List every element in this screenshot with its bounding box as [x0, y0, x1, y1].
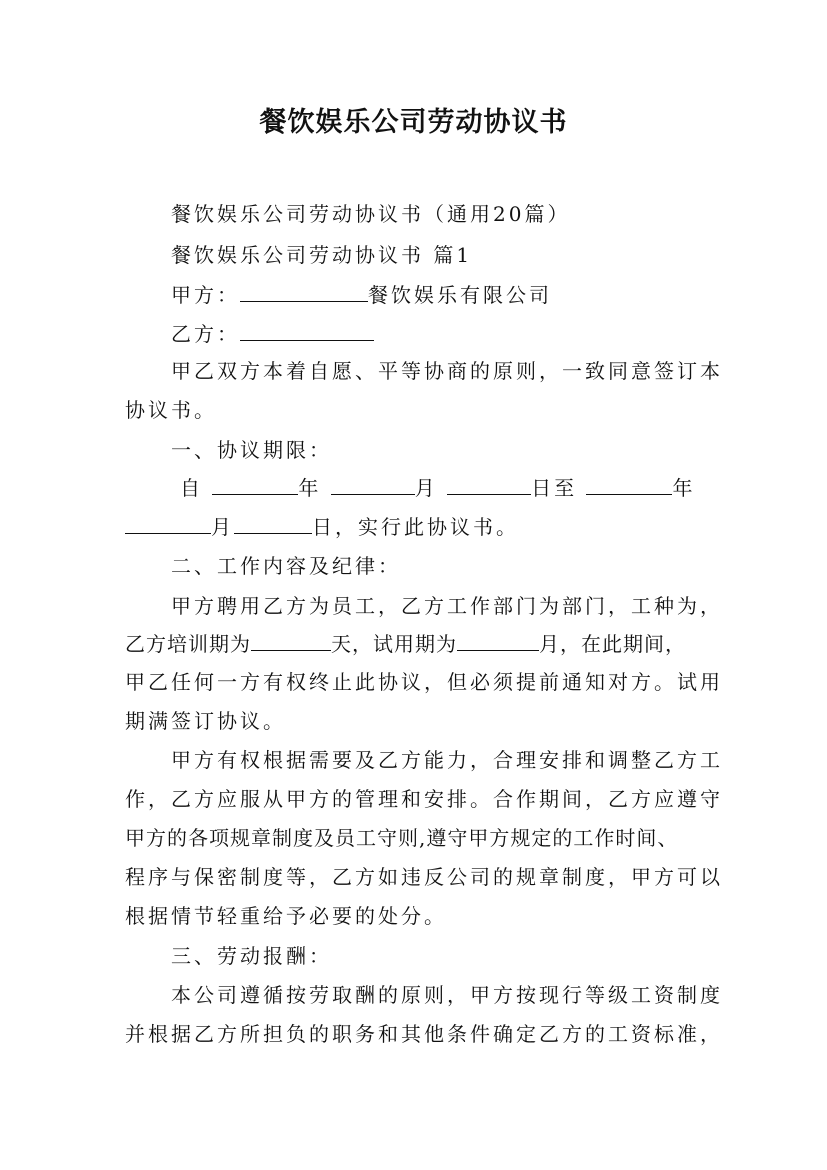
trial-label: 天，试用期为 — [331, 632, 457, 656]
p3-line-4: 程序与保密制度等，乙方如违反公司的规章制度，甲方可以 — [125, 865, 723, 889]
term-year-blank — [212, 476, 298, 495]
term-year: 年 — [298, 476, 322, 500]
term-end: 日，实行此协议书。 — [312, 515, 519, 539]
training-blank — [251, 632, 331, 651]
party-a-label: 甲方： — [171, 283, 240, 307]
trial-blank — [457, 632, 539, 651]
term-month-2: 月 — [211, 515, 234, 539]
section-3-heading: 三、劳动报酬： — [171, 944, 332, 968]
training-label: 乙方培训期为 — [125, 632, 251, 656]
term-month: 月 — [414, 476, 438, 500]
term-day2-blank — [234, 515, 312, 534]
article-heading: 餐饮娱乐公司劳动协议书 篇1 — [171, 243, 473, 267]
p3-line-2: 作，乙方应服从甲方的管理和安排。合作期间，乙方应遵守 — [125, 787, 723, 811]
section-1-heading: 一、协议期限： — [171, 438, 332, 462]
party-a-line — [171, 279, 552, 308]
term-day-to: 日至 — [531, 476, 578, 500]
document-title: 餐饮娱乐公司劳动协议书 — [259, 107, 568, 138]
term-day-blank — [447, 476, 531, 495]
p2-line-1: 甲方聘用乙方为员工，乙方工作部门为部门，工种为， — [171, 594, 723, 618]
intro-line-2: 协议书。 — [125, 398, 217, 422]
party-a-name: 餐饮娱乐有限公司 — [368, 283, 552, 307]
term-year2-blank — [586, 476, 672, 495]
p3-line-1: 甲方有权根据需要及乙方能力，合理安排和调整乙方工 — [171, 748, 723, 772]
term-month2-blank — [125, 515, 211, 534]
party-b-label: 乙方： — [171, 322, 240, 346]
section-2-heading: 二、工作内容及纪律： — [171, 554, 401, 578]
term-from: 自 — [180, 476, 203, 500]
p2-line-3: 甲乙任何一方有权终止此协议，但必须提前通知对方。试用 — [125, 670, 723, 694]
party-a-blank — [240, 283, 368, 302]
p4-line-1: 本公司遵循按劳取酬的原则，甲方按现行等级工资制度 — [171, 983, 723, 1007]
p3-line-5: 根据情节轻重给予必要的处分。 — [125, 904, 447, 928]
trial-end: 月，在此期间， — [539, 632, 686, 656]
intro-line-1: 甲乙双方本着自愿、平等协商的原则，一致同意签订本 — [171, 359, 723, 383]
term-line-2 — [125, 511, 519, 540]
term-year-2: 年 — [672, 476, 696, 500]
p2-line-4: 期满签订协议。 — [125, 709, 286, 733]
party-b-line — [171, 318, 374, 347]
p3-line-3: 甲方的各项规章制度及员工守则,遵守甲方规定的工作时间、 — [125, 826, 679, 850]
p2-line-2 — [125, 628, 686, 657]
term-line-1 — [180, 472, 695, 501]
p4-line-2: 并根据乙方所担负的职务和其他条件确定乙方的工资标准， — [125, 1022, 723, 1046]
term-month-blank — [331, 476, 415, 495]
document-subtitle: 餐饮娱乐公司劳动协议书（通用20篇） — [171, 202, 571, 226]
party-b-blank — [240, 322, 374, 341]
